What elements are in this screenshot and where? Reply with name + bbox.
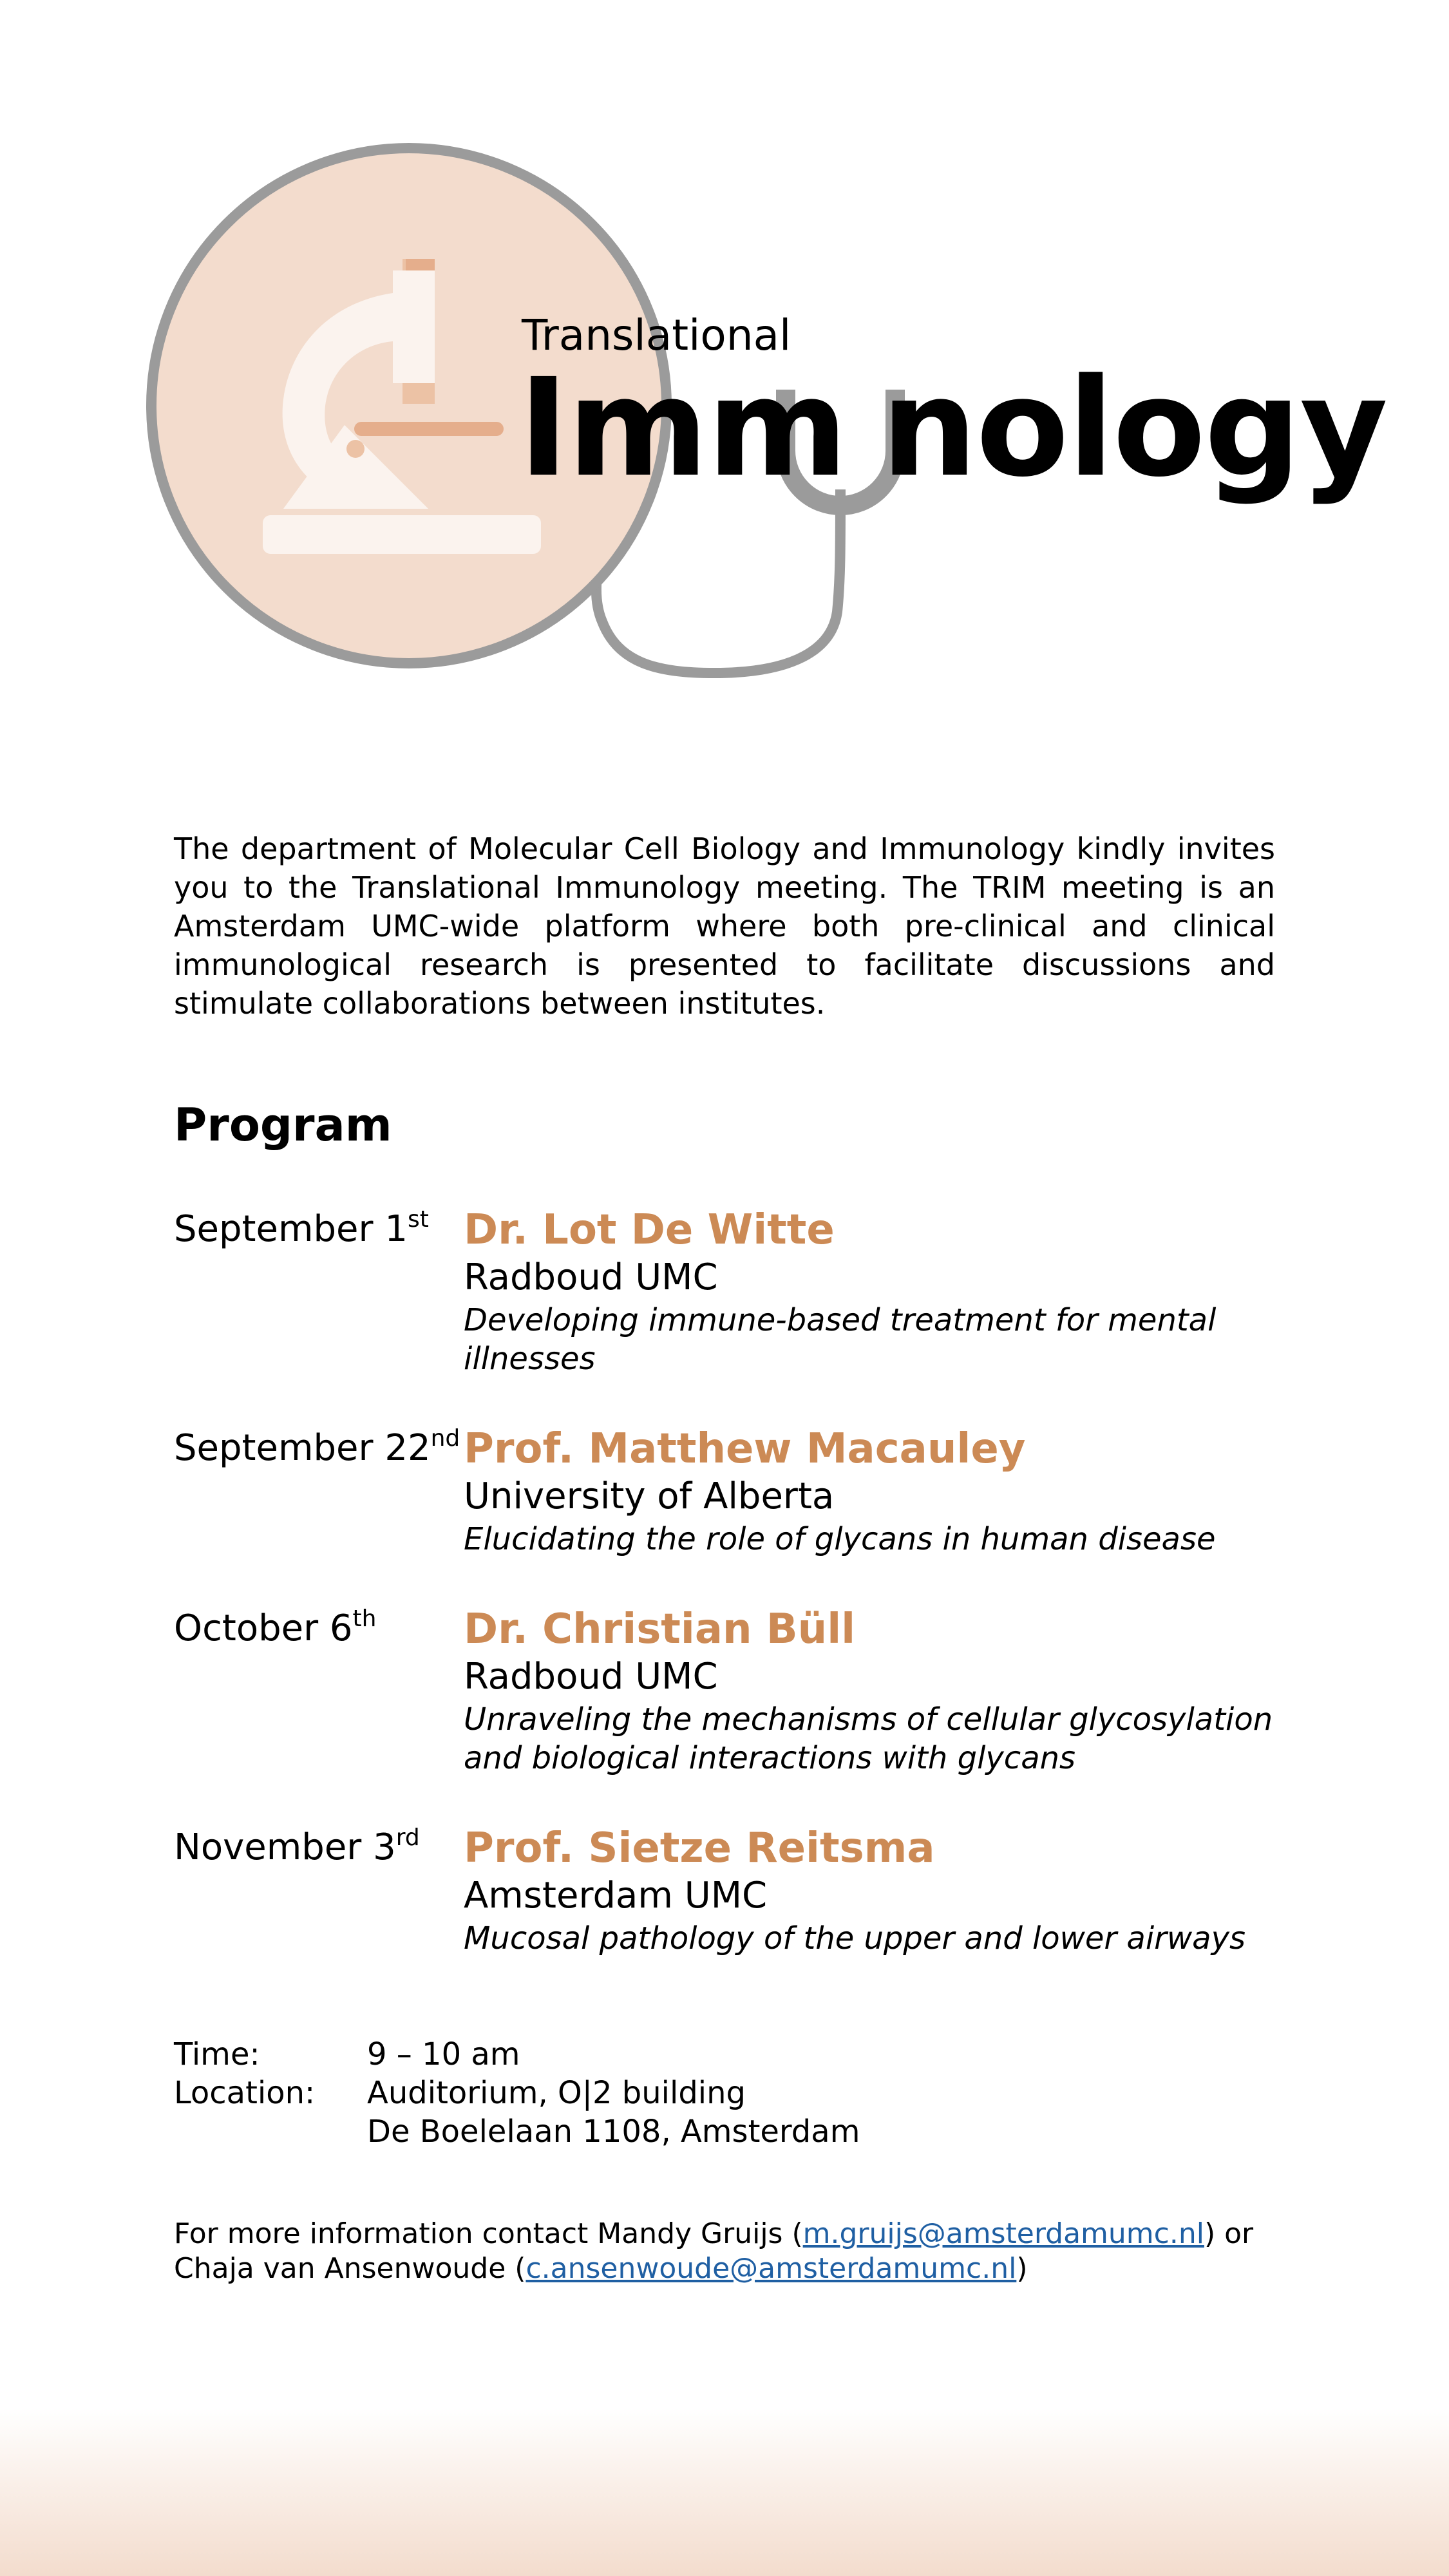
logo-title-right: nology [881, 349, 1387, 507]
event-date: September 22nd [174, 1425, 460, 1469]
event-details [464, 1425, 1275, 1558]
contact-suffix: ) [1016, 2252, 1028, 2285]
logo [0, 0, 1449, 708]
intro-paragraph: The department of Molecular Cell Biology and Immunology kindly invites you to the Translational Immunology meeting. The TRIM meeting is an Amsterdam UMC-wide platform where both pre-clinical and clinical immunological research is presented to facilitate discussions and stimulate collaborations between institutes. [174, 831, 1275, 1021]
program-heading: Program [174, 1099, 392, 1151]
speaker-name: Prof. Sietze Reitsma [464, 1824, 935, 1872]
date-suffix: th [352, 1605, 377, 1632]
talk-title: Developing immune-based treatment for mental illnesses [464, 1302, 1217, 1377]
speaker-name: Dr. Lot De Witte [464, 1206, 835, 1254]
date-suffix: st [407, 1206, 429, 1233]
event-date: November 3rd [174, 1824, 420, 1868]
event-details [464, 1605, 1275, 1777]
email-link-chaja[interactable]: c.ansenwoude@amsterdamumc.nl [526, 2252, 1017, 2285]
event-date: September 1st [174, 1206, 429, 1250]
location-value [367, 2074, 1204, 2151]
location-line2: De Boelelaan 1108, Amsterdam [367, 2114, 860, 2150]
talk-title: Elucidating the role of glycans in human disease [464, 1521, 1216, 1557]
speaker-institute: Radboud UMC [464, 1656, 718, 1698]
speaker-institute: University of Alberta [464, 1475, 835, 1517]
logo-title-left: Imm [518, 349, 847, 507]
date-suffix: nd [430, 1425, 460, 1452]
logo-subtitle: Translational [522, 310, 791, 360]
email-link-mandy[interactable]: m.gruijs@amsterdamumc.nl [802, 2217, 1204, 2250]
footer-band [0, 2409, 1449, 2576]
contact-middle: ) or Chaja van Ansenwoude ( [174, 2217, 1254, 2285]
event-date: October 6th [174, 1605, 377, 1649]
event-info [174, 2035, 1204, 2151]
speaker-institute: Amsterdam UMC [464, 1875, 768, 1917]
time-row [174, 2035, 1204, 2074]
event-details [464, 1824, 1275, 1958]
date-suffix: rd [395, 1824, 420, 1851]
event-details [464, 1206, 1275, 1378]
time-value: 9 – 10 am [367, 2036, 520, 2072]
time-label: Time: [174, 2036, 260, 2072]
contact-prefix: For more information contact Mandy Gruijs ( [174, 2217, 803, 2250]
speaker-name: Dr. Christian Büll [464, 1605, 856, 1653]
talk-title: Mucosal pathology of the upper and lower airways [464, 1920, 1245, 1956]
speaker-institute: Radboud UMC [464, 1256, 718, 1298]
location-line1: Auditorium, O|2 building [367, 2075, 746, 2111]
location-row [174, 2074, 1204, 2151]
contact-info [174, 2217, 1282, 2286]
speaker-name: Prof. Matthew Macauley [464, 1425, 1026, 1473]
talk-title: Unraveling the mechanisms of cellular glycosylation and biological interactions with glycans [464, 1701, 1273, 1776]
location-label: Location: [174, 2075, 316, 2111]
